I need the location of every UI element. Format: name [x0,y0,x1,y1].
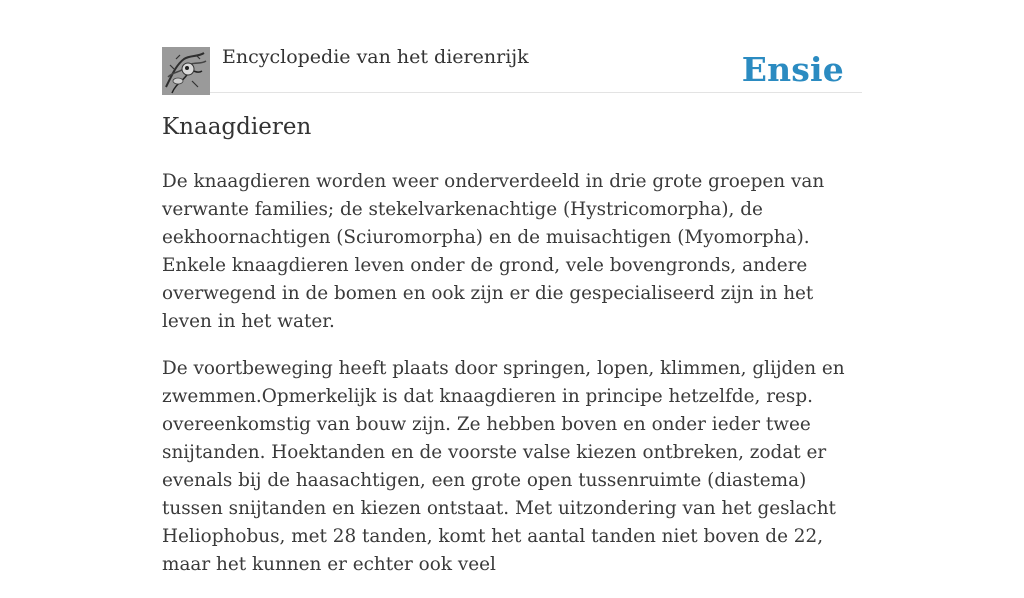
entry-title: Knaagdieren [162,114,312,140]
source-title[interactable]: Encyclopedie van het dierenrijk [222,46,529,68]
site-header [162,44,862,93]
source-avatar-icon[interactable] [162,47,210,95]
engraving-avatar-icon [162,47,210,95]
entry-paragraph-1: De knaagdieren worden weer onderverdeeld in drie grote groepen van verwante families; de stekelvarkenachtige (Hystricomorpha), de eekhoornachtigen (Sciuromorpha) en de muisachtigen (Myomorpha). Enkele knaagdieren leven onder de grond, vele bovengronds, andere overwegend in de bomen en ook zijn er die gespecialiseerd zijn in het leven in het water. [162,171,825,332]
entry-body [162,168,862,598]
entry-paragraph-2: De voortbeweging heeft plaats door springen, lopen, klimmen, glijden en zwemmen.Opmerkelijk is dat knaagdieren in principe hetzelfde, resp. overeenkomstig van bouw zijn. Ze hebben boven en onder ieder twee snijtanden. Hoektanden en de voorste valse kiezen ontbreken, zodat er evenals bij de haasachtigen, een grote open tussenruimte (diastema) tussen snijtanden en kiezen ontstaat. Met uitzondering van het geslacht Heliophobus, met 28 tanden, komt het aantal tanden niet boven de 22, maar het kunnen er echter ook veel [162,358,845,575]
ensie-logo[interactable]: Ensie [741,50,844,89]
